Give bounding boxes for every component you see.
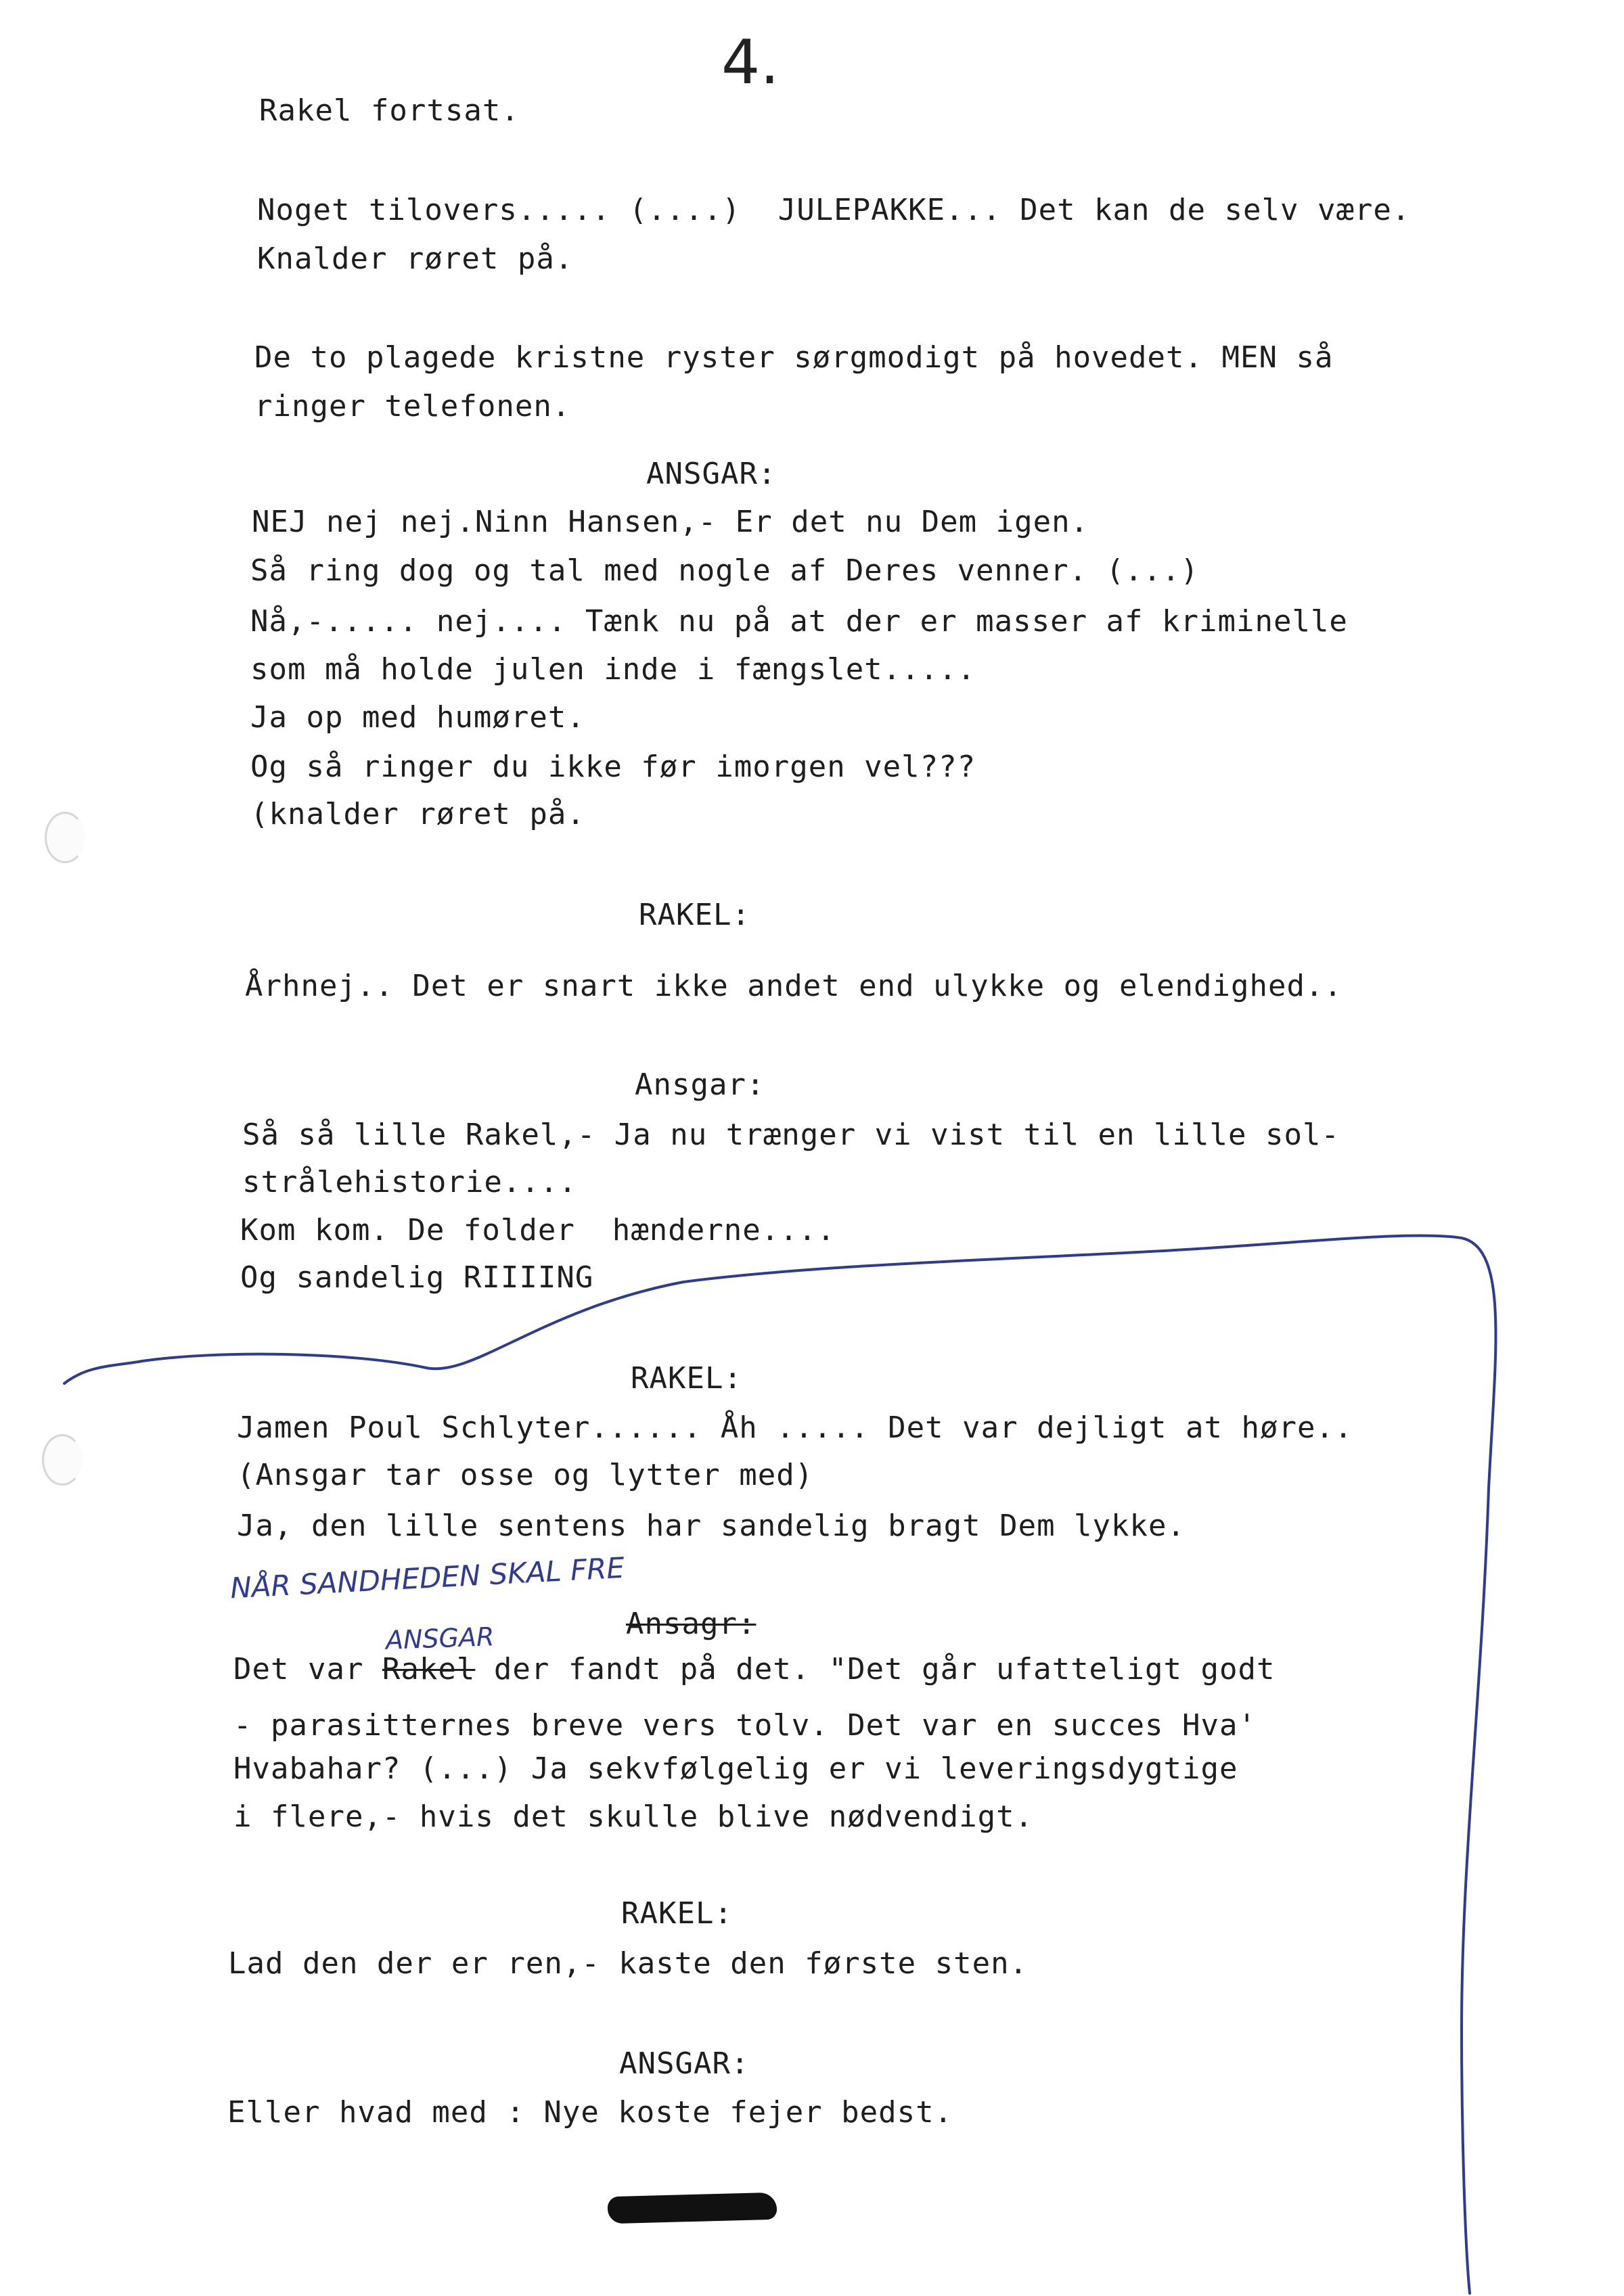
stage-direction: ringer telefonen. bbox=[254, 389, 571, 423]
dialogue-line: som må holde julen inde i fængslet..... bbox=[250, 652, 976, 687]
dialogue-line: Nå,-..... nej.... Tænk nu på at der er masser af kriminelle bbox=[250, 604, 1348, 639]
speaker-heading: RAKEL: bbox=[621, 1896, 733, 1931]
dialogue-line: Kom kom. De folder hænderne.... bbox=[240, 1213, 836, 1247]
handwritten-correction: ANSGAR bbox=[385, 1622, 495, 1655]
speaker-heading: ANSGAR: bbox=[619, 2046, 750, 2081]
stage-direction: De to plagede kristne ryster sørgmodigt på hovedet. MEN så bbox=[254, 340, 1334, 375]
dialogue-line: strålehistorie.... bbox=[242, 1165, 577, 1199]
dialogue-line: Eller hvad med : Nye koste fejer bedst. bbox=[227, 2095, 953, 2130]
speaker-heading: RAKEL: bbox=[639, 898, 750, 932]
page-number: 4. bbox=[721, 27, 780, 98]
speaker-heading: RAKEL: bbox=[631, 1361, 742, 1396]
dialogue-line: (knalder røret på. bbox=[250, 797, 585, 831]
handwritten-note: NÅR SANDHEDEN SKAL FRE bbox=[229, 1551, 626, 1605]
dialogue-line: Og sandelig RIIIING bbox=[240, 1260, 594, 1295]
stage-direction: Noget tilovers..... (....) JULEPAKKE... Det kan de selv være. bbox=[257, 193, 1411, 227]
ink-line bbox=[64, 1236, 1495, 2293]
dialogue-line-start: Det var bbox=[233, 1652, 382, 1686]
dialogue-line: Og så ringer du ikke før imorgen vel??? bbox=[250, 750, 976, 784]
dialogue-line: Så så lille Rakel,- Ja nu trænger vi vist til en lille sol- bbox=[242, 1118, 1340, 1152]
stage-direction: Rakel fortsat. bbox=[259, 93, 520, 128]
stage-direction: Knalder røret på. bbox=[257, 242, 574, 276]
speaker-heading: ANSGAR: bbox=[646, 457, 777, 491]
struck-name: Rakel bbox=[382, 1652, 476, 1686]
dialogue-line: (Ansgar tar osse og lytter med) bbox=[237, 1458, 814, 1492]
speaker-heading-struck: Ansagr: bbox=[626, 1607, 757, 1641]
dialogue-line: NEJ nej nej.Ninn Hansen,- Er det nu Dem igen. bbox=[252, 505, 1089, 539]
dialogue-line-end: der fandt på det. "Det går ufatteligt godt bbox=[475, 1652, 1276, 1686]
redaction-mark bbox=[608, 2192, 777, 2224]
dialogue-line: - parasitternes breve vers tolv. Det var en succes Hva' bbox=[233, 1708, 1257, 1743]
dialogue-line: Århnej.. Det er snart ikke andet end ulykke og elendighed.. bbox=[245, 969, 1343, 1003]
dialogue-line: Hvabahar? (...) Ja sekvfølgelig er vi leveringsdygtige bbox=[233, 1751, 1238, 1786]
speaker-heading: Ansgar: bbox=[635, 1067, 765, 1102]
punch-hole bbox=[45, 812, 85, 863]
dialogue-line: Lad den der er ren,- kaste den første sten. bbox=[228, 1946, 1029, 1981]
punch-hole bbox=[42, 1434, 83, 1486]
dialogue-line: Ja op med humøret. bbox=[250, 700, 585, 735]
dialogue-line: Ja, den lille sentens har sandelig bragt Dem lykke. bbox=[237, 1509, 1186, 1543]
dialogue-line: Så ring dog og tal med nogle af Deres venner. (...) bbox=[250, 553, 1200, 588]
dialogue-line: i flere,- hvis det skulle blive nødvendigt. bbox=[233, 1799, 1034, 1834]
dialogue-line: Jamen Poul Schlyter...... Åh ..... Det var dejligt at høre.. bbox=[237, 1410, 1353, 1445]
